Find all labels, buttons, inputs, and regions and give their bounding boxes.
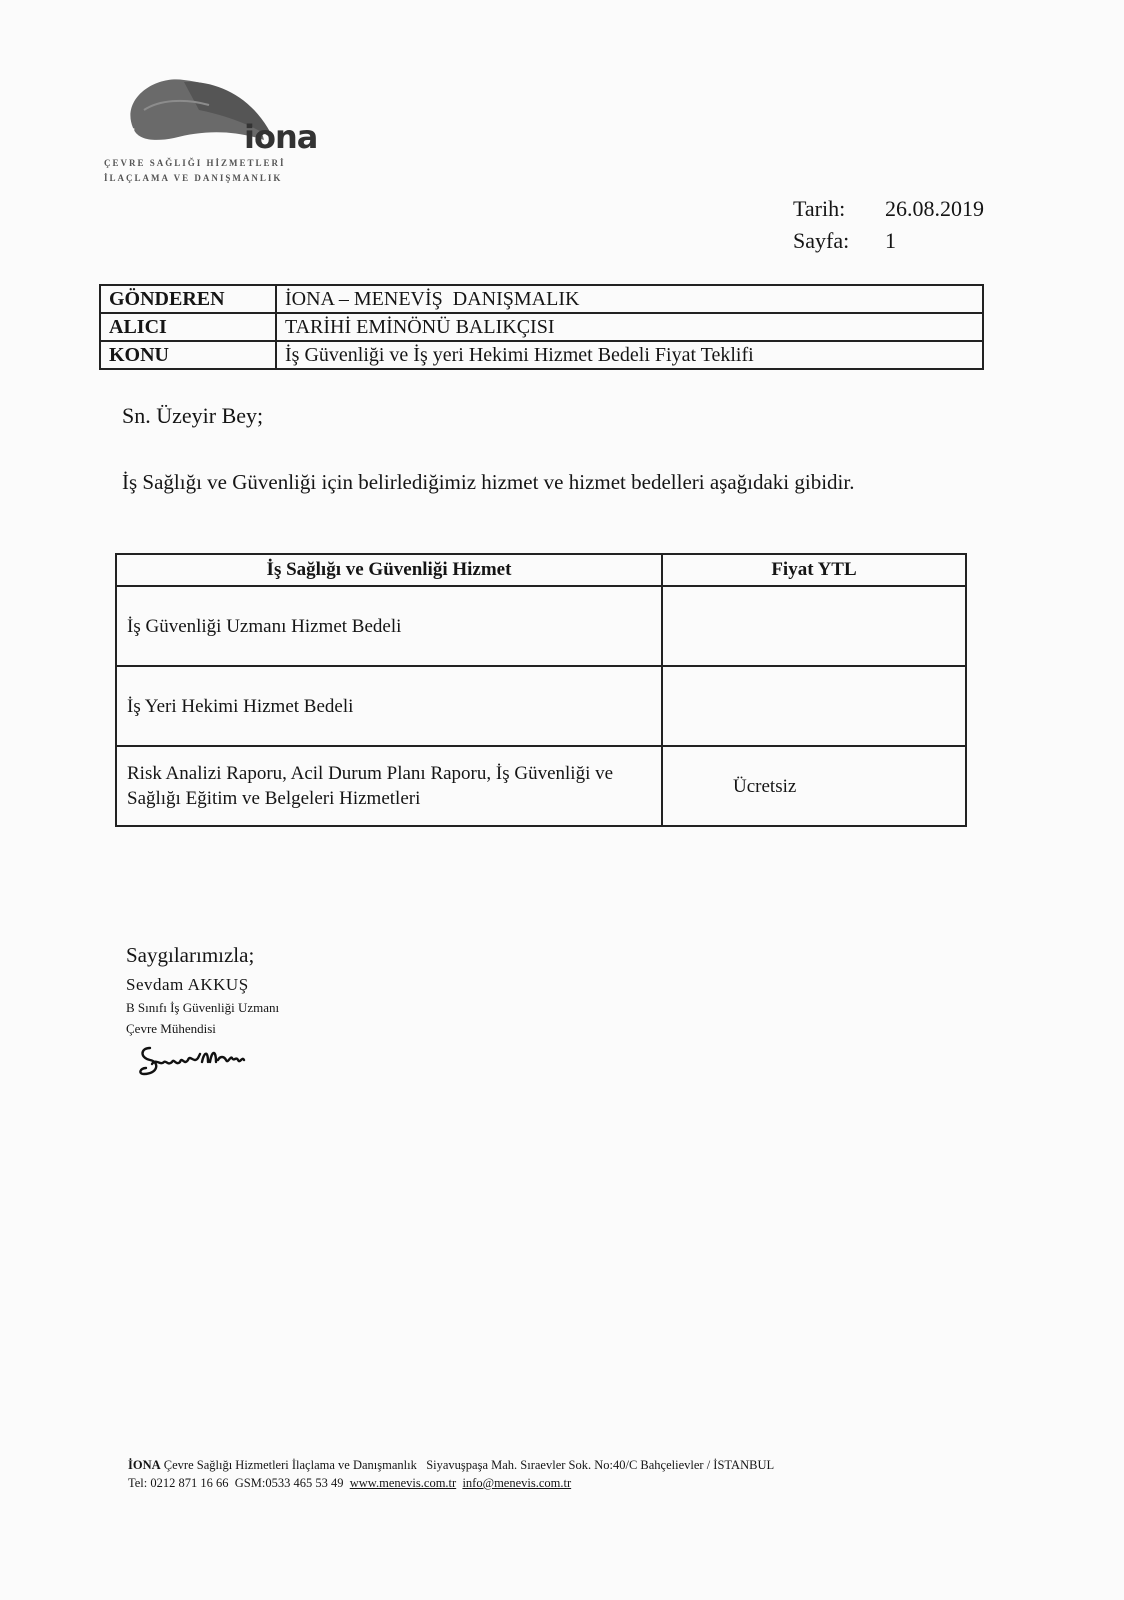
footer-contact-line xyxy=(128,1476,571,1491)
footer-company-name: Çevre Sağlığı Hizmetleri İlaçlama ve Danışmanlık xyxy=(163,1458,417,1472)
price-column-header: Fiyat YTL xyxy=(662,554,966,586)
service-table xyxy=(115,553,967,827)
footer-company-line xyxy=(128,1458,774,1473)
logo-wordmark: iona xyxy=(244,118,318,156)
page-row xyxy=(793,225,984,257)
service-cell: Risk Analizi Raporu, Acil Durum Planı Raporu, İş Güvenliği ve Sağlığı Eğitim ve Belgeleri Hizmetleri xyxy=(116,746,662,826)
document-meta xyxy=(793,193,984,257)
footer-address: Siyavuşpaşa Mah. Sıraevler Sok. No:40/C Bahçelievler / İSTANBUL xyxy=(426,1458,775,1472)
date-value: 26.08.2019 xyxy=(885,196,984,221)
signer-title: B Sınıfı İş Güvenliği Uzmanı xyxy=(126,1000,280,1015)
company-logo xyxy=(104,70,334,190)
table-row xyxy=(100,285,983,313)
footer-email-link[interactable]: info@menevis.com.tr xyxy=(462,1476,572,1490)
price-cell: Ücretsiz xyxy=(662,746,966,826)
logo-tagline-1: ÇEVRE SAĞLIĞI HİZMETLERİ xyxy=(104,158,286,168)
logo-tagline-2: İLAÇLAMA VE DANIŞMANLIK xyxy=(104,173,283,183)
header-table xyxy=(99,284,984,370)
table-row xyxy=(116,586,966,666)
date-label: Tarih: xyxy=(793,196,846,221)
price-cell xyxy=(662,666,966,746)
service-cell: İş Yeri Hekimi Hizmet Bedeli xyxy=(116,666,662,746)
table-row xyxy=(100,341,983,369)
table-header-row xyxy=(116,554,966,586)
footer-company-bold: İONA xyxy=(128,1458,161,1472)
handwritten-signature xyxy=(138,1040,258,1085)
footer-phone: Tel: 0212 871 16 66 xyxy=(128,1476,229,1490)
intro-paragraph: İş Sağlığı ve Güvenliği için belirlediğimiz hizmet ve hizmet bedelleri aşağıdaki gibidir. xyxy=(122,470,855,494)
date-row xyxy=(793,193,984,225)
recipient-label: ALICI xyxy=(100,313,276,341)
service-column-header: İş Sağlığı ve Güvenliği Hizmet xyxy=(116,554,662,586)
signer-name: Sevdam AKKUŞ xyxy=(126,975,249,994)
page-value: 1 xyxy=(885,228,896,253)
price-cell xyxy=(662,586,966,666)
page-label: Sayfa: xyxy=(793,228,850,253)
footer-website-link[interactable]: www.menevis.com.tr xyxy=(349,1476,457,1490)
salutation: Sn. Üzeyir Bey; xyxy=(122,403,264,428)
service-cell: İş Güvenliği Uzmanı Hizmet Bedeli xyxy=(116,586,662,666)
closing: Saygılarımızla; xyxy=(126,943,255,967)
footer-gsm: GSM:0533 465 53 49 xyxy=(234,1476,344,1490)
sender-value: İONA – MENEVİŞ DANIŞMALIK xyxy=(276,285,983,313)
recipient-value: TARİHİ EMİNÖNÜ BALIKÇISI xyxy=(276,313,983,341)
table-row xyxy=(116,666,966,746)
subject-value: İş Güvenliği ve İş yeri Hekimi Hizmet Bedeli Fiyat Teklifi xyxy=(276,341,983,369)
table-row xyxy=(100,313,983,341)
subject-label: KONU xyxy=(100,341,276,369)
sender-label: GÖNDEREN xyxy=(100,285,276,313)
signer-role: Çevre Mühendisi xyxy=(126,1021,216,1036)
table-row xyxy=(116,746,966,826)
